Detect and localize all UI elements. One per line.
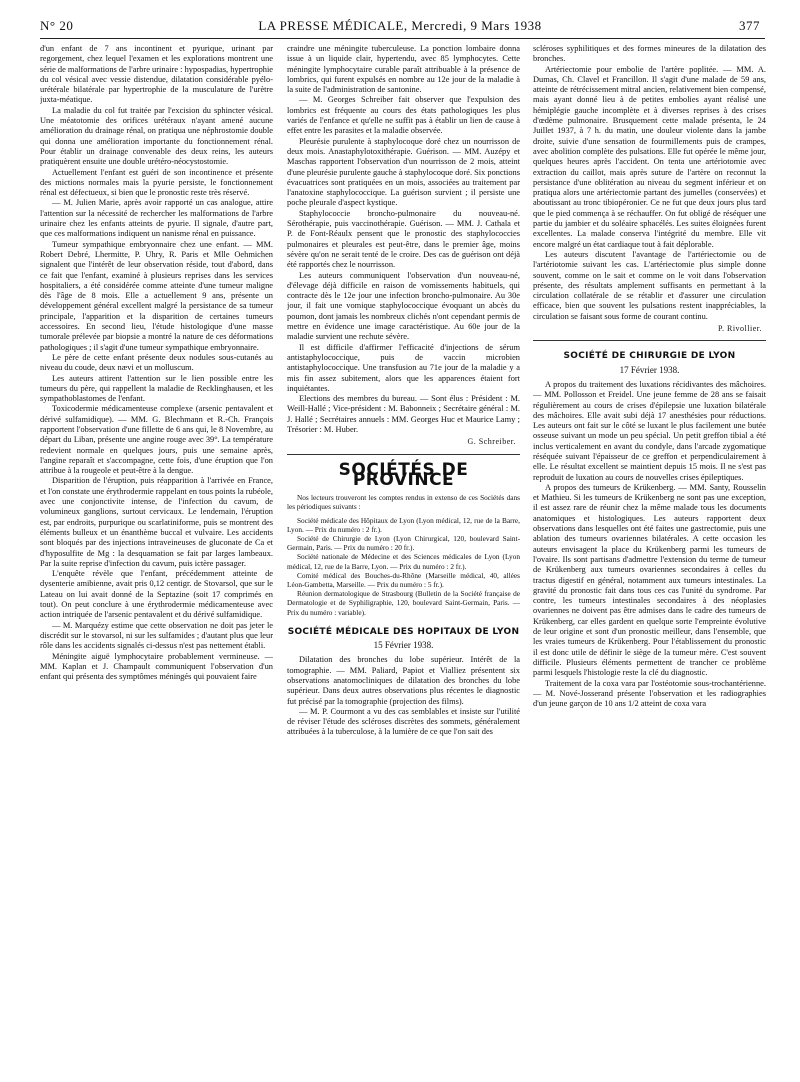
- paragraph: Actuellement l'enfant est guéri de son incontinence et présente des mictions normales mais la pyurie persiste, le fonctionnement rénal est défectueux, si bien que le pronostic reste très réservé.: [40, 167, 273, 198]
- paragraph: Pleurésie purulente à staphylocoque doré chez un nourrisson de deux mois. Anastaphylotoxithérapie. Guérison. — MM. Auzépy et Maschas rapportent l'observation d'un nourrisson de 2 mois, atteint d'une pleurésie purulente gauche à staphylocoque doré. Six ponctions évacuatrices sont pratiquées en un mois, associées au traitement par l'anatoxine staphylococcique. La guérison survient ; il persiste une poche pleurale d'aspect kystique.: [287, 136, 520, 208]
- society-heading: SOCIÉTÉ DE CHIRURGIE DE LYON: [563, 351, 736, 362]
- paragraph: — M. Julien Marie, après avoir rapporté un cas analogue, attire l'attention sur la nécessité de rechercher les malformations de l'arbre urinaire chez les enfants atteints de pyurie. Il signale, d'autre part, que ces malformations indiquent un nanisme rénal en puissance.: [40, 198, 273, 239]
- divider: [533, 340, 766, 341]
- paragraph: d'un enfant de 7 ans incontinent et pyurique, urinant par regorgement, chez lequel l'examen et les explorations montrent une série de malformations de l'arbre urinaire : hypospadias, hypertrophie du col vésical avec vessie distendue, dilatation considérable pyélo-urétérale bilatérale par hypertrophie de la musculature de l'urètre juxta-méatique.: [40, 44, 273, 105]
- paragraph: A propos des tumeurs de Krükenberg. — MM. Santy, Rousselin et Mathieu. Si les tumeurs de Krükenberg ne sont pas une exception, il est assez rare de réunir chez la même malade tous les documents anatomiques et histologiques. Les auteurs rapportent deux observations dans lesquelles ont été faites une gastrectomie, puis une ablation des tumeurs ovariennes bilatérales. A cette occasion les auteurs envisagent la place du Krükenberg parmi les tumeurs de l'ovaire. Ils sont partisans d'admettre l'extension du terme de tumeur de Krükenberg aux tumeurs ovariennes secondaires à celles du tractus digestif en général, notamment aux tumeurs intestinales. La gravité du pronostic fait dans tous ces cas l'unité du syndrome. Par contre, les tumeurs intestinales secondaires à des néoplasies ovariennes ne doivent pas être admises dans le cadre des tumeurs de Krükenberg, car elles gardent en quelque sorte l'empreinte évolutive de leur origine et sont d'un pronostic meilleur, dans l'ensemble, que les vraies tumeurs de Krükenberg. Pour l'établissement du pronostic il est donc utile de définir le siège de la tumeur mère. C'est souvent difficile. Plusieurs éléments permettent de trancher ce problème parmi lesquels l'histologie reste la clé du diagnostic.: [533, 482, 766, 678]
- paragraph: — M. Marquézy estime que cette observation ne doit pas jeter le discrédit sur le stovarsol, ni sur les sulfamides ; d'autant plus que leur rôle dans les accidents signalés ci-dessus n'est pas nettement établi.: [40, 620, 273, 651]
- list-item: Société de Chirurgie de Lyon (Lyon Chirurgical, 120, boulevard Saint-Germain, Paris. — Prix du numéro : 20 fr.).: [287, 533, 520, 553]
- issue-number: N° 20: [40, 18, 74, 33]
- paragraph: Les auteurs discutent l'avantage de l'artériectomie ou de l'artériotomie suivant les cas. L'artériectomie plus simple donne souvent, comme on le sait et comme on le voit dans l'observation présente, des résultats amplement suffisants en permettant à la circulation collatérale de se rétablir et d'assurer une circulation efficace, bien que souvent les pulsations restent inappréciables, la circulation se faisant sous forme de courant continu.: [533, 249, 766, 321]
- column-1: [40, 44, 273, 1074]
- paragraph: Staphylococcie broncho-pulmonaire du nouveau-né. Sérothérapie, puis vaccinothérapie. Guérison. — MM. J. Cathala et P. de Font-Réaulx pensent que le pronostic des staphylococcies pulmonaires et pleurales est peut-être, dans le premier âge, moins sévère qu'on ne serait tenté de le croire. Des cas de guérison ont déjà été rapportés chez le nourrisson.: [287, 208, 520, 270]
- society-heading: SOCIÉTÉ MÉDICALE DES HOPITAUX DE LYON: [287, 626, 520, 637]
- paragraph: Disparition de l'éruption, puis réapparition à l'arrivée en France, et l'on constate une érythrodermie rappelant en tous points la rubéole, avec une conjonctivite intense, de l'infection du cavum, de volumineux ganglions, surtout cervicaux. Le lendemain, l'éruption est, par endroits, purpurique ou scarlatiniforme, puis se montrent des éléments bulleux et un énanthème buccal et vulvaire. Les accidents sont bloqués par des injections intraveineuses de gluconate de Ca et d'hyposulfite de Mg : la desquamation se fait par larges lambeaux. Par la suite reprise d'infection du cavum, puis ictère passager.: [40, 476, 273, 568]
- paragraph: Toxicodermie médicamenteuse complexe (arsenic pentavalent et dérivé sulfamidique). — MM. G. Blechmann et R.-Ch. François rapportent l'observation d'une fillette de 6 ans qui, le 8 Novembre, au départ du Liban, présente une angine rouge avec 39°. La température redevient normale en quelques jours, puis une semaine après, l'angine reparaît et s'accompagne, cette fois, d'une éruption que l'on attribue à la rougeole et peut-être à la dengue.: [40, 404, 273, 476]
- paragraph: Traitement de la coxa vara par l'ostéotomie sous-trochantérienne. — M. Nové-Josserand présente l'observation et les radiographies d'un jeune garçon de 10 ans 1/2 atteint de coxa vara: [533, 678, 766, 709]
- paragraph: — M. Georges Schreiber fait observer que l'expulsion des lombrics est fréquente au cours des états pathologiques les plus variés de l'enfance et qu'elle ne suffit pas à établir un lien de cause à effet entre les parasites et la maladie observée.: [287, 95, 520, 136]
- paragraph: Les auteurs attirent l'attention sur le lien possible entre les tumeurs du père, qui rappellent la maladie de Recklinghausen, et les sympathoblastomes de l'enfant.: [40, 373, 273, 404]
- paragraph: La maladie du col fut traitée par l'excision du sphincter vésical. Une méatotomie des orifices urétéraux n'ayant amené aucune amélioration du drainage rénal, on pratiqua une néphrostomie double qui donna une amélioration importante du fonctionnement rénal. Pour établir un drainage convenable des deux reins, les auteurs pratiquèrent ensuite une double urétéro-néocystostomie.: [40, 105, 273, 167]
- periodicals-list: [287, 493, 520, 617]
- session-date: 17 Février 1938.: [619, 364, 680, 375]
- paragraph: Les auteurs communiquent l'observation d'un nouveau-né, d'élevage déjà difficile en raison de vomissements habituels, qui contracte dès le 12e jour une infection broncho-pulmonaire. Au 30e jour, il fait une vomique staphylococcique évoquant un abcès du poumon, dont jamais les nombreux clichés n'ont cependant permis de mettre en évidence une image caractéristique. Au 60e jour de la maladie survient une rechute sévère.: [287, 270, 520, 342]
- list-intro: Nos lecteurs trouveront les comptes rendus in extenso de ces Sociétés dans les périodiques suivants :: [287, 493, 520, 512]
- paragraph: Artériectomie pour embolie de l'artère poplitée. — MM. A. Dumas, Ch. Clavel et Francillon. Il s'agit d'une malade de 59 ans, atteinte de rétrécissement mitral ancien, relativement bien compensé, mais ayant donné lieu à de petites embolies ayant réalisé une hémiplégie gauche incomplète et à diverses reprises à des crises d'œdème pulmonaire. Brusquement cette malade présenta, le 24 Juillet 1937, à 7 h. du matin, une douleur violente dans la jambe droite, suivie d'une sensation de fourmillements puis de crampes, avec abolition complète des pulsations. Elle fut opérée le même jour, quelques heures après l'accident. On tenta une artériotomie avec extraction du caillot, mais après suture de l'artère on reconnut la persistance d'une oblitération au niveau du segment inférieur et on pratiqua alors une artériectomie partant des jumelles (conservées) et aboutissant au tronc tibiopéronier. Ce ne fut que deux jours plus tard que le pied commença à se réchauffer. On fut obligé de réséquer une partie du jambier et du soléaire sphacélés. Les suites éloignées furent excellentes. La malade conserva l'intégrité du membre. Elle vit encore malgré un état cardiaque tout à fait déplorable.: [533, 64, 766, 249]
- section-title: SOCIÉTÉS DE PROVINCE: [338, 459, 469, 490]
- paragraph: L'enquête révèle que l'enfant, précédemment atteinte de dysenterie amibienne, avait pris 0,12 centigr. de Stovarsol, que sur le Lateau on lui avait donné de la Septazine (soit 17 comprimés en tout). On peut conclure à une érythrodermie médicamenteuse avec action intriquée de l'arsenic pentavalent et du dérivé sulfamidique.: [40, 569, 273, 620]
- paragraph: Le père de cette enfant présente deux nodules sous-cutanés au niveau du coude, deux nævi et un molluscum.: [40, 352, 273, 373]
- page-header: [40, 18, 760, 38]
- paragraph: Méningite aiguë lymphocytaire probablement vermineuse. — MM. Kaplan et J. Champault communiquent l'observation d'un enfant qui présenta des symptômes méningés qui pouvaient faire: [40, 651, 273, 682]
- session-date: 15 Février 1938.: [373, 640, 434, 651]
- list-item: Société nationale de Médecine et des Sciences médicales de Lyon (Lyon médical, 12, rue de la Barre, Lyon. — Prix du numéro : 2 fr.).: [287, 552, 520, 571]
- list-item: Comité médical des Bouches-du-Rhône (Marseille médical, 40, allées Léon-Gambetta, Marseille. — Prix du numéro : 5 fr.).: [287, 570, 520, 589]
- column-3: [533, 44, 766, 1074]
- paragraph: craindre une méningite tuberculeuse. La ponction lombaire donna issue à un liquide clair, hypertendu, avec 85 lymphocytes. Cette méningite lymphocytaire curable paraît attribuable à la présence de lombrics, qui furent expulsés en nombre au 12e jour de la maladie à la suite de l'administration de santonine.: [287, 44, 520, 95]
- paragraph: scléroses syphilitiques et des formes mineures de la dilatation des bronches.: [533, 44, 766, 64]
- column-2: [287, 44, 520, 1074]
- header-rule: [40, 38, 765, 39]
- journal-title: LA PRESSE MÉDICALE, Mercredi, 9 Mars 1938: [258, 18, 542, 33]
- paragraph: A propos du traitement des luxations récidivantes des mâchoires. — MM. Pollosson et Freidel. Une jeune femme de 28 ans se faisait régulièrement au cours de crises d'épilepsie une luxation bilatérale des mâchoires. Elle avait subi déjà 17 anesthésies pour réductions. Les auteurs ont fait sur le côté se luxant le plus facilement une butée osseuse suivant un mode un peu spécial. Un petit greffon tibial a été inclus verticalement en avant du condyle, dans l'arcade zygomatique réséquée suivant l'épaisseur de ce greffon et perpendiculairement à elle. Le résultat excellent se maintient depuis 15 mois. Il ne s'est pas reproduit de luxation au cours de nouvelles crises épileptiques.: [533, 379, 766, 482]
- paragraph: Il est difficile d'affirmer l'efficacité d'injections de sérum antistaphylococcique, puis de vaccin microbien antistaphylococcique. Une transfusion au 71e jour de la maladie y a mis fin assez subitement, alors que les apparences étaient fort inquiétantes.: [287, 342, 520, 393]
- list-item: Société médicale des Hôpitaux de Lyon (Lyon médical, 12, rue de la Barre, Lyon. — Prix du numéro : 2 fr.).: [287, 515, 520, 534]
- divider: [287, 454, 520, 455]
- paragraph: Tumeur sympathique embryonnaire chez une enfant. — MM. Robert Debré, Lhermitte, P. Uhry, R. Paris et Mlle Oehmichen signalent que l'intérêt de leur observation réside, tout d'abord, dans ce fait que l'enfant, examiné à plusieurs reprises dans les services hospitaliers, a été considérée comme atteinte d'une tumeur maligne dès l'âge de 8 mois. Elle a actuellement 9 ans, présente un développement général excellent malgré la persistance de sa tumeur principale, l'apparition et la disparition de certaines tumeurs accessoires. En second lieu, l'étude histologique d'une masse tumorale prélevée par biopsie a montré la nature de ces déformations pathologiques ; il s'agit d'une tumeur sympathique embryonnaire.: [40, 239, 273, 352]
- signature: G. Schreiber.: [467, 437, 516, 447]
- paragraph: Dilatation des bronches du lobe supérieur. Intérêt de la tomographie. — MM. Paliard, Papiot et Vialliez présentent six observations anatomocliniques de dilatation des bronches du lobe supérieur. Dans deux autres observations plus récentes le diagnostic fut précisé par la tomographie (projection des films).: [287, 655, 520, 706]
- list-item: Réunion dermatologique de Strasbourg (Bulletin de la Société française de Dermatologie et de Syphiligraphie, 120, boulevard Saint-Germain, Paris. — Prix du numéro : variable).: [287, 589, 520, 617]
- signature: P. Rivollier.: [717, 324, 762, 334]
- paragraph: Elections des membres du bureau. — Sont élus : Président : M. Weill-Hallé ; Vice-président : M. Babonneix ; Secrétaire général : M. J. Hallé ; Secrétaires annuels : MM. Georges Huc et Maurice Lamy ; Trésorier : M. Huber.: [287, 394, 520, 434]
- page-number: 377: [739, 18, 760, 33]
- paragraph: — M. P. Courmont a vu des cas semblables et insiste sur l'utilité de réviser l'étude des scléroses discrètes des sommets, généralement attribuées à la tuberculose, à la lumière de ce que l'on sait des: [287, 706, 520, 737]
